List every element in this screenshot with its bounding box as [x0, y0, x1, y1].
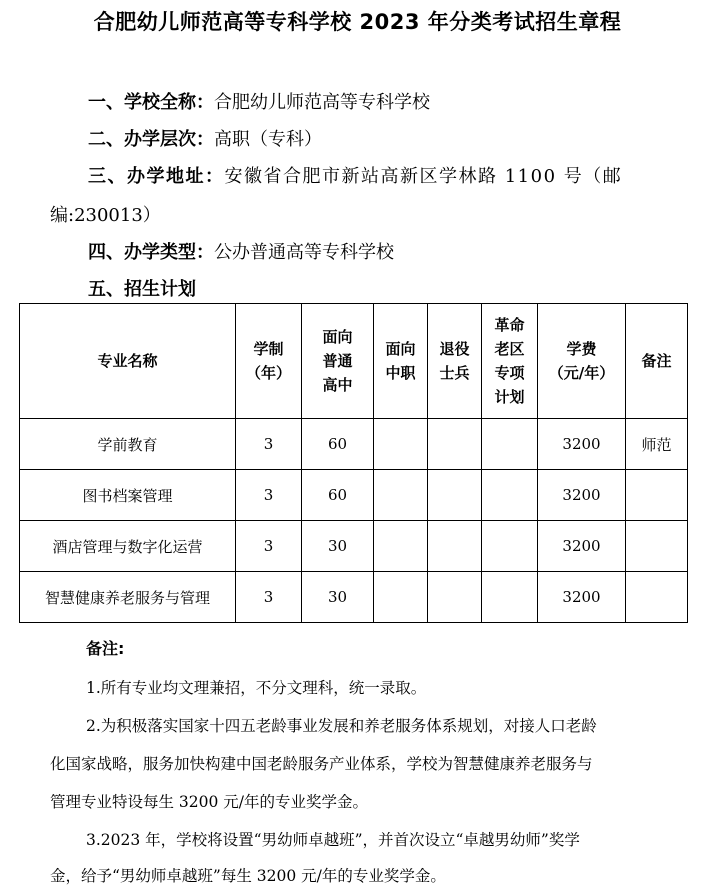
plan-label: 五、招生计划	[88, 279, 196, 300]
type-line	[88, 238, 394, 264]
cell-remark	[626, 521, 688, 572]
cell-general: 30	[302, 521, 374, 572]
header-tuition: 学费 （元/年）	[538, 304, 626, 419]
cell-remark: 师范	[626, 419, 688, 470]
note-3-line-2: 金，给予“男幼师卓越班”每生 3200 元/年的专业奖学金。	[50, 867, 446, 885]
header-remark: 备注	[626, 304, 688, 419]
address-label: 三、办学地址：	[88, 166, 225, 187]
cell-tuition: 3200	[538, 419, 626, 470]
cell-tuition: 3200	[538, 572, 626, 623]
header-years: 学制 （年）	[236, 304, 302, 419]
table-row	[20, 470, 688, 521]
cell-revolution	[482, 572, 538, 623]
level-label: 二、办学层次：	[88, 129, 214, 150]
cell-remark	[626, 470, 688, 521]
level-line	[88, 125, 322, 151]
cell-veteran	[428, 521, 482, 572]
table-header-row	[20, 304, 688, 419]
cell-years: 3	[236, 470, 302, 521]
table-row	[20, 572, 688, 623]
table-row	[20, 521, 688, 572]
cell-revolution	[482, 521, 538, 572]
cell-major: 图书档案管理	[20, 470, 236, 521]
cell-years: 3	[236, 419, 302, 470]
school-name-value: 合肥幼儿师范高等专科学校	[214, 92, 430, 113]
table-row	[20, 419, 688, 470]
cell-tuition: 3200	[538, 470, 626, 521]
cell-vocational	[374, 521, 428, 572]
note-2-line-2: 化国家战略，服务加快构建中国老龄服务产业体系，学校为智慧健康养老服务与	[50, 755, 593, 773]
cell-tuition: 3200	[538, 521, 626, 572]
cell-revolution	[482, 470, 538, 521]
cell-revolution	[482, 419, 538, 470]
note-3-line-1: 3.2023 年，学校将设置“男幼师卓越班”，并首次设立“卓越男幼师”奖学	[86, 831, 580, 849]
page-title: 合肥幼儿师范高等专科学校 2023 年分类考试招生章程	[93, 10, 622, 34]
type-label: 四、办学类型：	[88, 242, 214, 263]
level-value: 高职（专科）	[214, 129, 322, 150]
cell-general: 60	[302, 419, 374, 470]
notes-title: 备注:	[86, 639, 125, 658]
enrollment-plan-table	[19, 303, 688, 623]
school-name-label: 一、学校全称：	[88, 92, 214, 113]
cell-remark	[626, 572, 688, 623]
note-2-line-3: 管理专业特设每生 3200 元/年的专业奖学金。	[50, 793, 369, 811]
header-veteran: 退役 士兵	[428, 304, 482, 419]
cell-vocational	[374, 572, 428, 623]
cell-major: 酒店管理与数字化运营	[20, 521, 236, 572]
cell-veteran	[428, 419, 482, 470]
header-major: 专业名称	[20, 304, 236, 419]
address-line	[88, 162, 673, 188]
cell-major: 智慧健康养老服务与管理	[20, 572, 236, 623]
cell-general: 30	[302, 572, 374, 623]
note-1: 1.所有专业均文理兼招，不分文理科，统一录取。	[86, 679, 427, 697]
note-2-line-1: 2.为积极落实国家十四五老龄事业发展和养老服务体系规划，对接人口老龄	[86, 717, 597, 735]
cell-vocational	[374, 470, 428, 521]
header-revolution-area: 革命 老区 专项 计划	[482, 304, 538, 419]
plan-line	[88, 275, 196, 301]
type-value: 公办普通高等专科学校	[214, 242, 394, 263]
cell-veteran	[428, 470, 482, 521]
cell-veteran	[428, 572, 482, 623]
address-value: 安徽省合肥市新站高新区学林路 1100 号（邮	[224, 166, 623, 187]
cell-vocational	[374, 419, 428, 470]
header-vocational: 面向 中职	[374, 304, 428, 419]
header-general-highschool: 面向 普通 高中	[302, 304, 374, 419]
school-name-line	[88, 88, 430, 114]
cell-major: 学前教育	[20, 419, 236, 470]
cell-years: 3	[236, 521, 302, 572]
cell-years: 3	[236, 572, 302, 623]
cell-general: 60	[302, 470, 374, 521]
address-value-continued: 编:230013）	[50, 205, 161, 226]
